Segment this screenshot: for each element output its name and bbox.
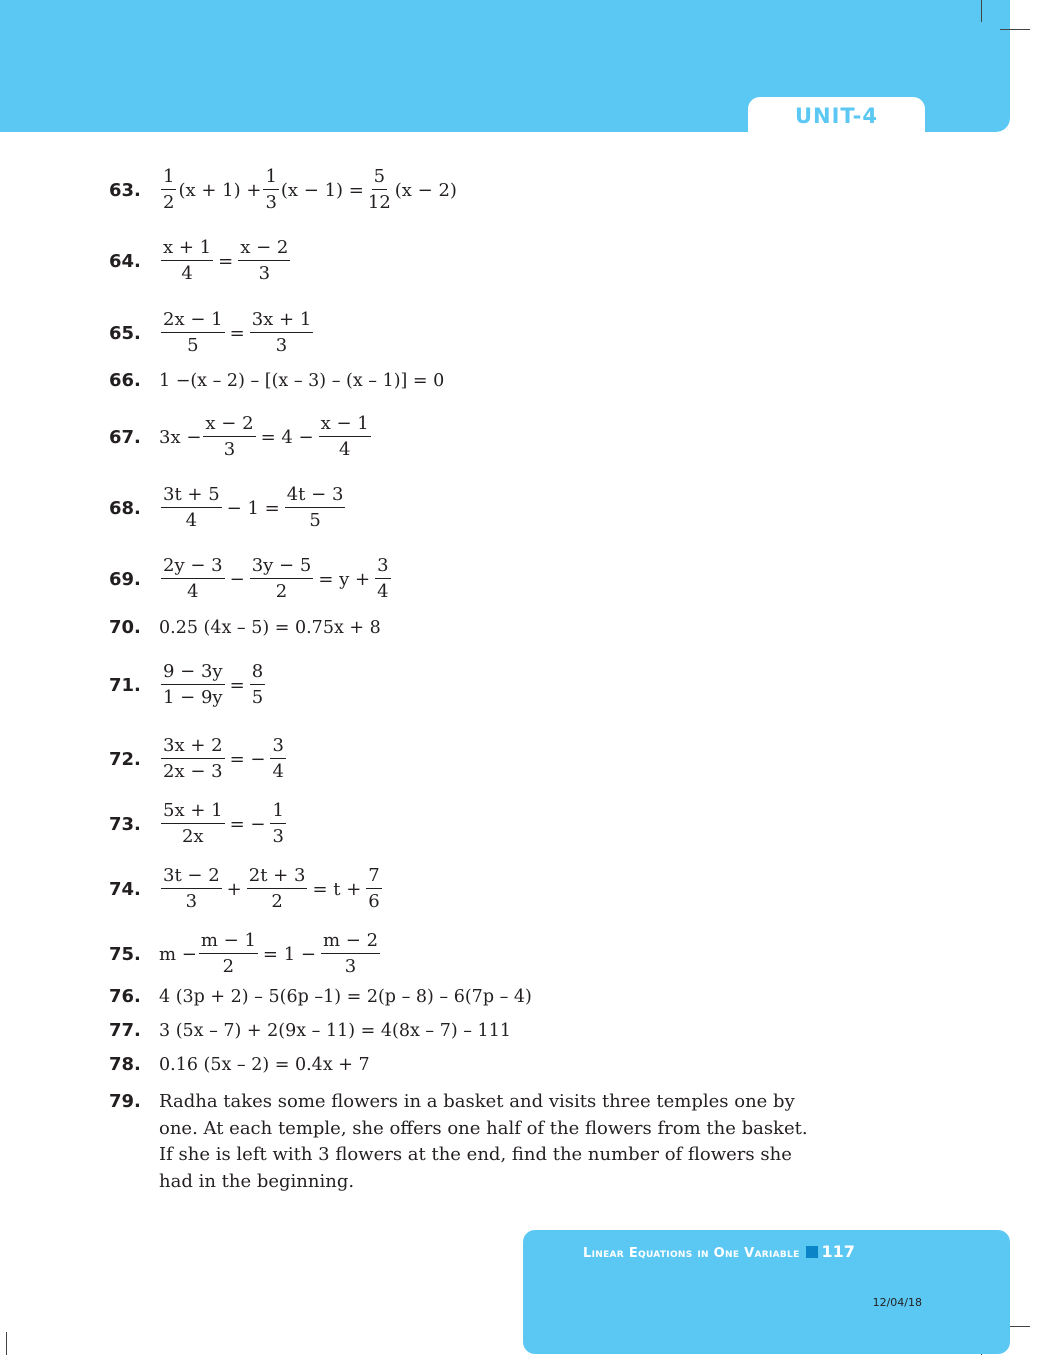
question-71 [109, 661, 267, 709]
equation: 1 −(x – 2) – [(x – 3) – (x – 1)] = 0 [159, 370, 445, 391]
question-68 [109, 484, 347, 532]
question-number: 74. [109, 878, 141, 900]
numerator: x + 1 [161, 237, 213, 261]
equation [159, 484, 347, 532]
denominator: 2 [163, 192, 175, 213]
denominator: 2 [271, 891, 283, 912]
question-number: 75. [109, 943, 141, 965]
numerator: 1 [270, 800, 285, 824]
operator: = [229, 674, 245, 696]
numerator: 7 [366, 865, 381, 889]
denominator: 5 [187, 335, 199, 356]
numerator: 5x + 1 [161, 800, 225, 824]
equation [159, 930, 382, 978]
numerator: 3 [375, 555, 390, 579]
question-65 [109, 309, 315, 357]
question-72 [109, 735, 288, 783]
word-problem: Radha takes some flowers in a basket and visits three temples one by one. At each temple, she offers one half of the flowers from the basket. If she is left with 3 flowers at the end, find the number of flowers she had in the beginning. [159, 1091, 808, 1192]
denominator: 2 [275, 581, 288, 602]
equation [159, 661, 267, 709]
denominator: 3 [185, 891, 198, 912]
expression-text: = t + [312, 878, 362, 900]
equation [159, 166, 457, 214]
numerator: x − 2 [203, 413, 255, 437]
operator: + [226, 878, 242, 900]
numerator: 4t − 3 [285, 484, 346, 508]
denominator: 5 [251, 687, 264, 708]
crop-mark [1000, 29, 1030, 30]
denominator: 3 [265, 192, 277, 213]
denominator: 12 [367, 192, 391, 213]
equation [159, 237, 292, 285]
question-number: 71. [109, 674, 141, 696]
question-number: 64. [109, 250, 141, 272]
crop-mark [981, 0, 982, 22]
question-66 [109, 370, 444, 391]
numerator: 3x + 1 [250, 309, 314, 333]
numerator: m − 1 [199, 930, 258, 954]
question-70 [109, 617, 381, 638]
question-number: 68. [109, 497, 141, 519]
operator: = − [229, 748, 266, 770]
page-number: 117 [821, 1242, 855, 1261]
denominator: 5 [309, 510, 321, 531]
denominator: 3 [223, 439, 236, 460]
operator: = [218, 250, 234, 272]
question-79 [109, 1089, 819, 1195]
expression-text: − 1 = [226, 497, 280, 519]
question-number: 63. [109, 179, 141, 201]
expression-text: (x + 1) + [178, 179, 262, 201]
operator: = [229, 322, 245, 344]
denominator: 2 [222, 956, 235, 977]
denominator: 3 [272, 826, 284, 847]
expression-text: = y + [318, 568, 371, 590]
equation [159, 309, 315, 357]
denominator: 4 [181, 263, 193, 284]
question-number: 77. [109, 1020, 141, 1041]
question-number: 73. [109, 813, 141, 835]
question-78 [109, 1054, 370, 1075]
numerator: 2t + 3 [247, 865, 308, 889]
denominator: 2x − 3 [163, 761, 223, 782]
equation [159, 735, 288, 783]
denominator: 3 [275, 335, 288, 356]
crop-mark [6, 1332, 7, 1355]
chapter-title: Linear Equations in One Variable [583, 1246, 800, 1261]
denominator: 4 [187, 581, 199, 602]
denominator: 6 [368, 891, 380, 912]
expression-text: = 1 − [262, 943, 316, 965]
question-number: 72. [109, 748, 141, 770]
operator: − [229, 568, 245, 590]
numerator: 3 [270, 735, 285, 759]
expression-text: = 4 − [260, 426, 314, 448]
question-number: 67. [109, 426, 141, 448]
question-number: 78. [109, 1054, 141, 1075]
expression-text: (x − 1) = [280, 179, 364, 201]
question-63 [109, 166, 457, 214]
question-64 [109, 237, 292, 285]
equation: 4 (3p + 2) – 5(6p –1) = 2(p – 8) – 6(7p – 4) [159, 986, 532, 1007]
numerator: 3y − 5 [250, 555, 314, 579]
numerator: 3x + 2 [161, 735, 225, 759]
denominator: 1 − 9y [163, 687, 223, 708]
question-number: 66. [109, 370, 141, 391]
expression-text: m − [159, 943, 197, 965]
numerator: x − 1 [319, 413, 371, 437]
denominator: 3 [344, 956, 357, 977]
operator: = − [229, 813, 266, 835]
question-number: 76. [109, 986, 141, 1007]
expression-text: (x − 2) [394, 179, 457, 201]
equation [159, 865, 384, 913]
numerator: x − 2 [238, 237, 290, 261]
numerator: 2x − 1 [161, 309, 225, 333]
denominator: 4 [338, 439, 351, 460]
question-67 [109, 413, 373, 461]
question-73 [109, 800, 288, 848]
equation: 0.25 (4x – 5) = 0.75x + 8 [159, 617, 381, 638]
question-74 [109, 865, 384, 913]
equation [159, 555, 393, 603]
square-bullet-icon [806, 1246, 818, 1258]
numerator: 1 [263, 166, 278, 190]
expression-text: 3x − [159, 426, 202, 448]
question-number: 65. [109, 322, 141, 344]
question-75 [109, 930, 382, 978]
footer-panel [523, 1230, 1010, 1354]
footer-running-head [583, 1242, 855, 1261]
question-77 [109, 1020, 511, 1041]
question-number: 70. [109, 617, 141, 638]
numerator: m − 2 [321, 930, 380, 954]
denominator: 2x [181, 826, 204, 847]
equation: 0.16 (5x – 2) = 0.4x + 7 [159, 1054, 370, 1075]
equation [159, 413, 373, 461]
denominator: 4 [272, 761, 284, 782]
denominator: 4 [377, 581, 389, 602]
numerator: 8 [250, 661, 265, 685]
question-76 [109, 986, 532, 1007]
denominator: 3 [258, 263, 271, 284]
denominator: 4 [185, 510, 198, 531]
numerator: 5 [372, 166, 387, 190]
equation [159, 800, 288, 848]
numerator: 2y − 3 [161, 555, 225, 579]
numerator: 9 − 3y [161, 661, 225, 685]
numerator: 1 [161, 166, 176, 190]
print-date: 12/04/18 [872, 1296, 922, 1309]
unit-label: UNIT-4 [748, 97, 925, 133]
question-69 [109, 555, 393, 603]
numerator: 3t − 2 [161, 865, 222, 889]
numerator: 3t + 5 [161, 484, 222, 508]
equation: 3 (5x – 7) + 2(9x – 11) = 4(8x – 7) – 111 [159, 1020, 511, 1041]
question-number: 79. [109, 1091, 141, 1112]
question-number: 69. [109, 568, 141, 590]
